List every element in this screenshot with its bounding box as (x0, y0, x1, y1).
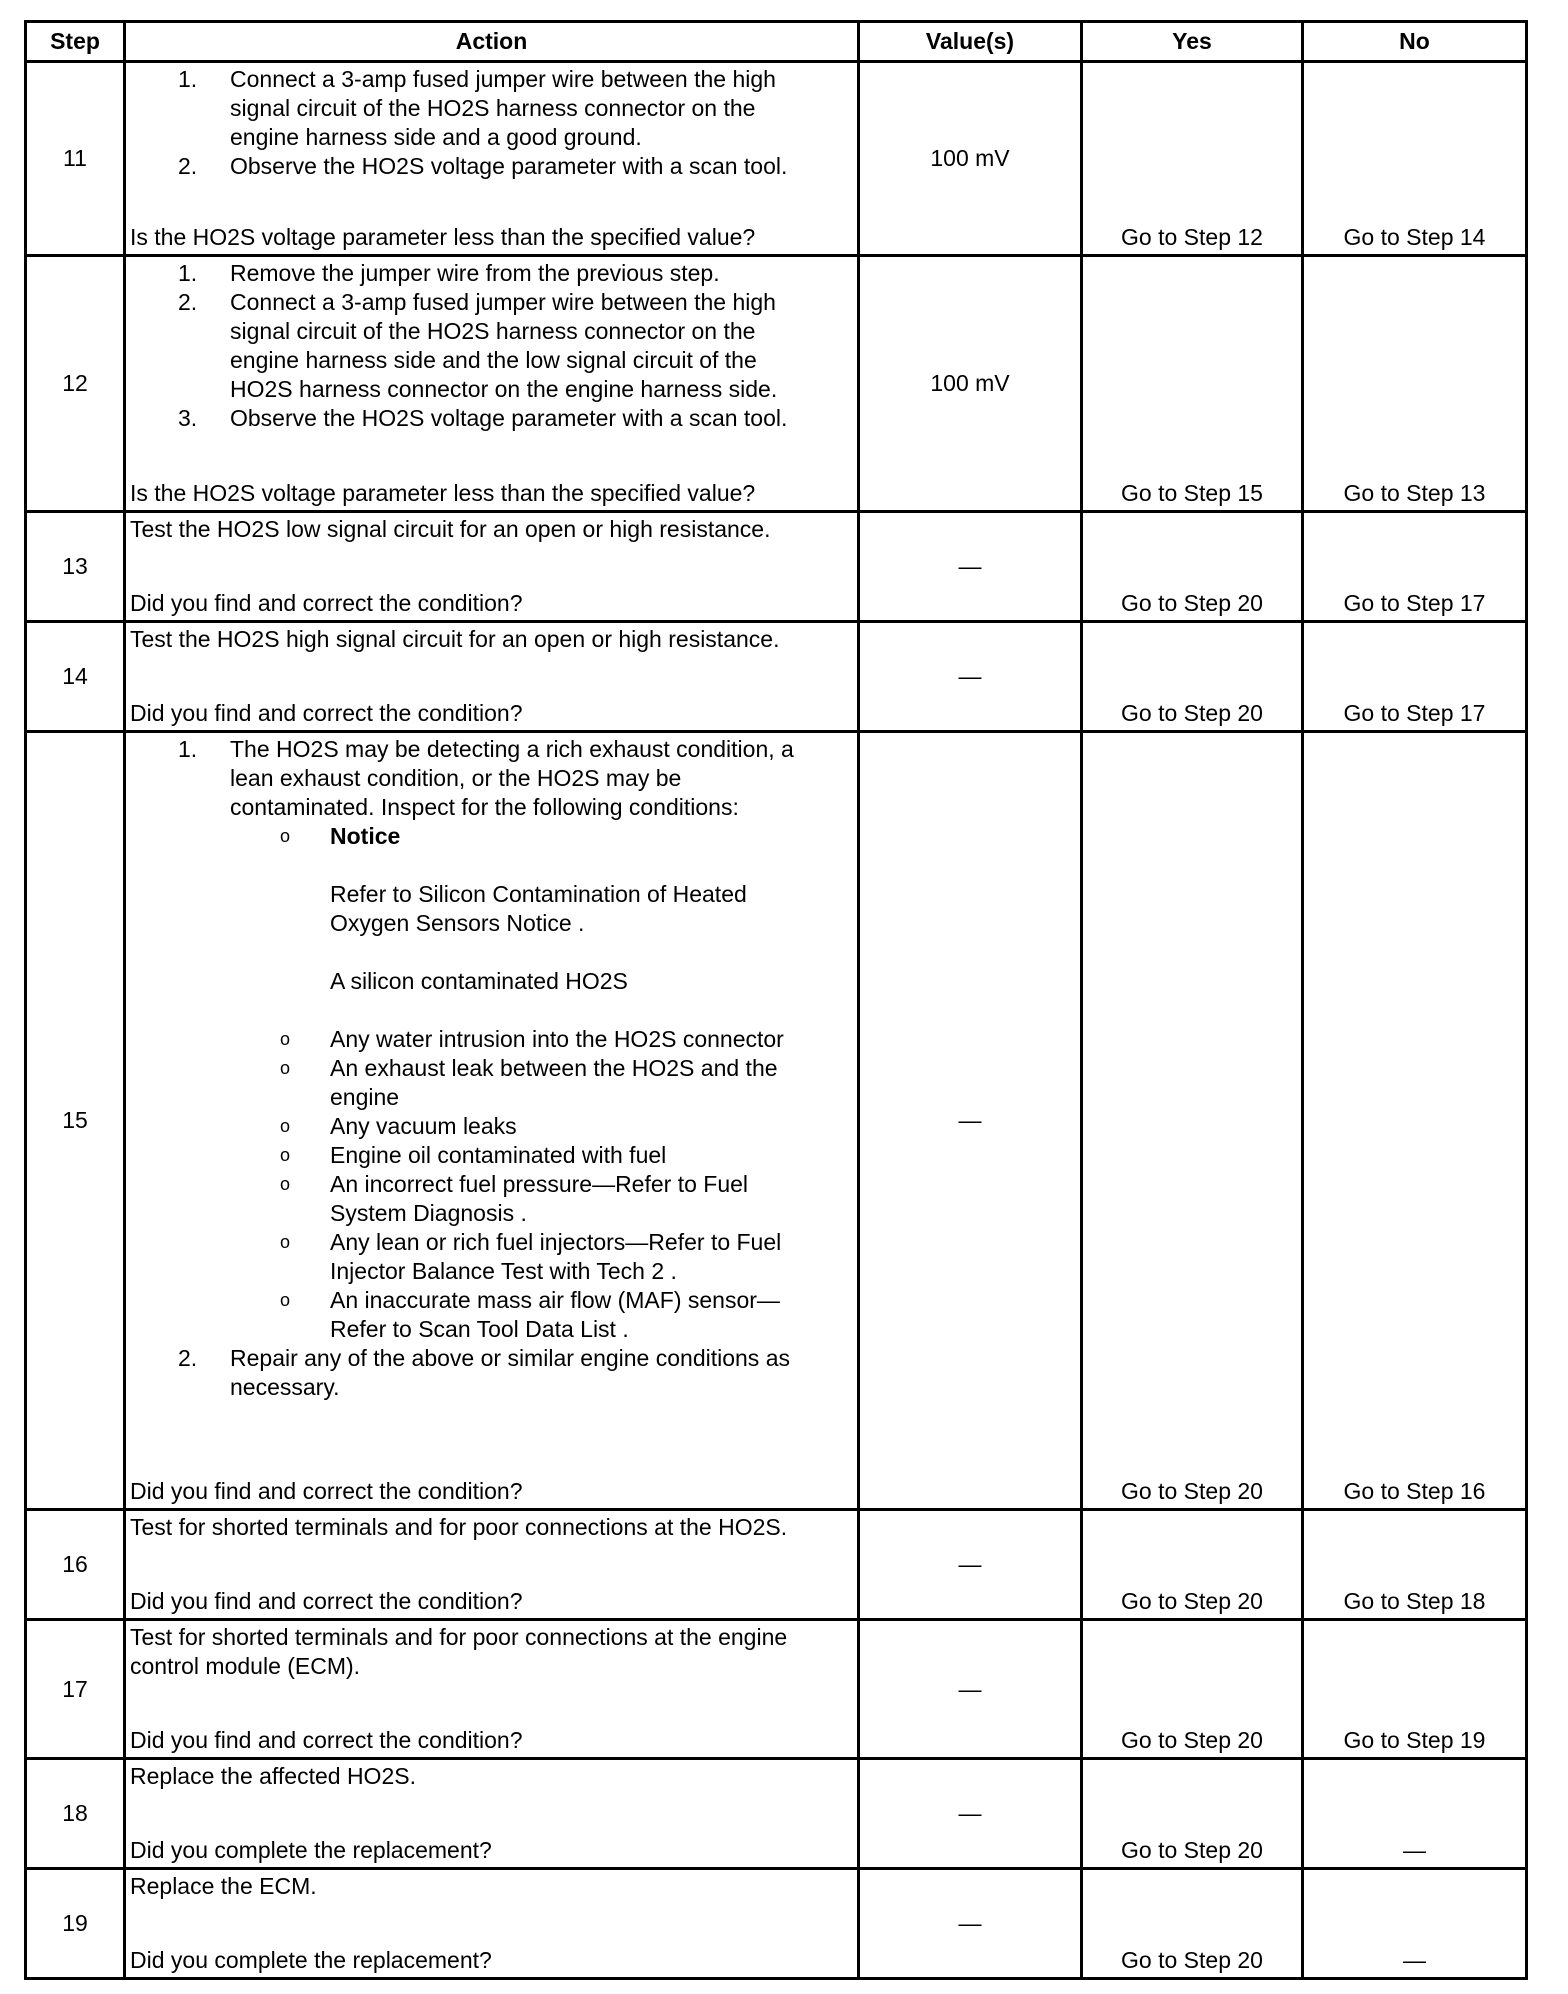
notice-item: A silicon contaminated HO2S (330, 968, 628, 994)
item-number: 2. (178, 1345, 198, 1371)
item-number: 1. (178, 260, 198, 286)
notice-text-line: Oxygen Sensors Notice . (330, 910, 585, 936)
yes-cell: Go to Step 20 (1082, 1510, 1303, 1620)
bullet-text-line: An incorrect fuel pressure—Refer to Fuel (330, 1171, 749, 1197)
table-row (26, 512, 1527, 622)
notice-text-line: Refer to Silicon Contamination of Heated (330, 881, 747, 907)
header-yes: Yes (1082, 22, 1303, 62)
action-question: Did you complete the replacement? (130, 1947, 492, 1973)
action-text-line: Replace the affected HO2S. (130, 1763, 416, 1789)
bullet-marker: o (280, 1232, 291, 1252)
action-cell (125, 1510, 859, 1620)
action-cell (125, 1759, 859, 1869)
yes-cell: Go to Step 20 (1082, 1759, 1303, 1869)
table-row (26, 1620, 1527, 1759)
action-instructions (130, 1762, 851, 1791)
action-content (126, 513, 857, 620)
step-number: 16 (26, 1510, 125, 1620)
bullet-text-line: An inaccurate mass air flow (MAF) sensor— (330, 1287, 780, 1313)
header-row (26, 22, 1527, 62)
yes-cell: Go to Step 20 (1082, 732, 1303, 1510)
action-question: Did you find and correct the condition? (130, 1588, 523, 1614)
action-step (130, 735, 851, 822)
no-cell: Go to Step 13 (1303, 256, 1527, 512)
bullet-item (130, 1170, 851, 1228)
action-instructions (130, 259, 851, 433)
action-question: Did you find and correct the condition? (130, 590, 523, 616)
action-cell (125, 1869, 859, 1979)
bullet-text-line: Any water intrusion into the HO2S connector (330, 1026, 784, 1052)
item-text-line: Observe the HO2S voltage parameter with a scan tool. (230, 405, 788, 431)
item-text-line: Connect a 3-amp fused jumper wire between the high (230, 66, 776, 92)
action-content (126, 733, 857, 1508)
item-text-line: engine harness side and the low signal circuit of the (230, 347, 757, 373)
value-cell: — (859, 622, 1082, 732)
action-text-line: Test for shorted terminals and for poor connections at the engine (130, 1624, 788, 1650)
action-text-line: control module (ECM). (130, 1653, 361, 1679)
action-step (130, 259, 851, 288)
bullet-item (130, 1141, 851, 1170)
item-text-line: HO2S harness connector on the engine harness side. (230, 376, 778, 402)
item-text-line: contaminated. Inspect for the following conditions: (230, 794, 739, 820)
action-instructions (130, 625, 851, 654)
notice-title: Notice (330, 823, 401, 849)
bullet-text-line: An exhaust leak between the HO2S and the (330, 1055, 778, 1081)
value-cell: — (859, 1869, 1082, 1979)
item-text-line: The HO2S may be detecting a rich exhaust condition, a (230, 736, 794, 762)
action-step (130, 152, 851, 181)
no-cell: — (1303, 1869, 1527, 1979)
action-cell (125, 1620, 859, 1759)
item-text-line: lean exhaust condition, or the HO2S may be (230, 765, 682, 791)
no-cell: — (1303, 1759, 1527, 1869)
action-instructions (130, 735, 851, 1402)
bullet-marker: o (280, 1029, 291, 1049)
step-number: 13 (26, 512, 125, 622)
item-text-line: Observe the HO2S voltage parameter with a scan tool. (230, 153, 788, 179)
step-number: 19 (26, 1869, 125, 1979)
action-content (126, 63, 857, 254)
action-instructions (130, 515, 851, 544)
table-row (26, 622, 1527, 732)
item-text-line: engine harness side and a good ground. (230, 124, 642, 150)
item-text-line: Connect a 3-amp fused jumper wire between the high (230, 289, 776, 315)
action-text-line: Test for shorted terminals and for poor connections at the HO2S. (130, 1514, 788, 1540)
bullet-text-line: System Diagnosis . (330, 1200, 527, 1226)
table-row (26, 1510, 1527, 1620)
item-number: 1. (178, 736, 198, 762)
bullet-text-line: Injector Balance Test with Tech 2 . (330, 1258, 677, 1284)
bullet-item (130, 1025, 851, 1054)
bullet-text-line: Any vacuum leaks (330, 1113, 517, 1139)
action-content (126, 1511, 857, 1618)
bullet-item (130, 1228, 851, 1286)
bullet-marker: o (280, 1116, 291, 1136)
action-cell (125, 622, 859, 732)
bullet-marker: o (280, 1174, 291, 1194)
value-cell: 100 mV (859, 256, 1082, 512)
yes-cell: Go to Step 15 (1082, 256, 1303, 512)
action-step (130, 65, 851, 152)
diagnostic-table (24, 20, 1528, 1980)
item-number: 2. (178, 153, 198, 179)
table-row (26, 1759, 1527, 1869)
item-number: 3. (178, 405, 198, 431)
header-step: Step (26, 22, 125, 62)
bullet-item (130, 1112, 851, 1141)
value-cell: — (859, 512, 1082, 622)
action-instructions (130, 1872, 851, 1901)
action-content (126, 1621, 857, 1757)
yes-cell: Go to Step 20 (1082, 512, 1303, 622)
action-cell (125, 62, 859, 256)
table-row (26, 62, 1527, 256)
yes-cell: Go to Step 20 (1082, 1620, 1303, 1759)
item-text-line: signal circuit of the HO2S harness connector on the (230, 318, 756, 344)
yes-cell: Go to Step 20 (1082, 622, 1303, 732)
header-action: Action (125, 22, 859, 62)
item-text-line: necessary. (230, 1374, 340, 1400)
value-cell: — (859, 1510, 1082, 1620)
step-number: 15 (26, 732, 125, 1510)
action-cell (125, 256, 859, 512)
bullet-text-line: Engine oil contaminated with fuel (330, 1142, 667, 1168)
no-cell: Go to Step 16 (1303, 732, 1527, 1510)
bullet-text-line: engine (330, 1084, 400, 1110)
action-instructions (130, 1513, 851, 1542)
action-content (126, 257, 857, 510)
yes-cell: Go to Step 20 (1082, 1869, 1303, 1979)
no-cell: Go to Step 14 (1303, 62, 1527, 256)
item-number: 2. (178, 289, 198, 315)
header-no: No (1303, 22, 1527, 62)
item-text-line: signal circuit of the HO2S harness connector on the (230, 95, 756, 121)
bullet-marker: o (280, 826, 291, 846)
yes-cell: Go to Step 12 (1082, 62, 1303, 256)
value-cell: — (859, 1759, 1082, 1869)
bullet-text-line: Refer to Scan Tool Data List . (330, 1316, 629, 1342)
action-question: Did you find and correct the condition? (130, 1727, 523, 1753)
value-cell: 100 mV (859, 62, 1082, 256)
action-step (130, 288, 851, 404)
action-question: Did you complete the replacement? (130, 1837, 492, 1863)
no-cell: Go to Step 17 (1303, 512, 1527, 622)
action-content (126, 1760, 857, 1867)
action-text-line: Test the HO2S high signal circuit for an open or high resistance. (130, 626, 780, 652)
table-row (26, 732, 1527, 1510)
action-cell (125, 732, 859, 1510)
action-question: Did you find and correct the condition? (130, 700, 523, 726)
bullet-item (130, 1286, 851, 1344)
action-step (130, 1344, 851, 1402)
step-number: 17 (26, 1620, 125, 1759)
action-question: Is the HO2S voltage parameter less than the specified value? (130, 480, 756, 506)
step-number: 18 (26, 1759, 125, 1869)
bullet-marker: o (280, 1145, 291, 1165)
value-cell: — (859, 732, 1082, 1510)
action-text-line: Test the HO2S low signal circuit for an open or high resistance. (130, 516, 771, 542)
header-values: Value(s) (859, 22, 1082, 62)
notice-block (130, 822, 851, 1025)
action-instructions (130, 1623, 851, 1681)
action-text-line: Replace the ECM. (130, 1873, 317, 1899)
action-question: Is the HO2S voltage parameter less than the specified value? (130, 224, 756, 250)
bullet-item (130, 1054, 851, 1112)
step-number: 14 (26, 622, 125, 732)
bullet-marker: o (280, 1058, 291, 1078)
value-cell: — (859, 1620, 1082, 1759)
no-cell: Go to Step 19 (1303, 1620, 1527, 1759)
no-cell: Go to Step 18 (1303, 1510, 1527, 1620)
action-content (126, 623, 857, 730)
bullet-text-line: Any lean or rich fuel injectors—Refer to Fuel (330, 1229, 782, 1255)
action-question: Did you find and correct the condition? (130, 1478, 523, 1504)
action-content (126, 1870, 857, 1977)
table-row (26, 1869, 1527, 1979)
step-number: 12 (26, 256, 125, 512)
bullet-marker: o (280, 1290, 291, 1310)
step-number: 11 (26, 62, 125, 256)
no-cell: Go to Step 17 (1303, 622, 1527, 732)
item-text-line: Repair any of the above or similar engine conditions as (230, 1345, 790, 1371)
item-number: 1. (178, 66, 198, 92)
action-cell (125, 512, 859, 622)
item-text-line: Remove the jumper wire from the previous step. (230, 260, 720, 286)
action-instructions (130, 65, 851, 181)
action-step (130, 404, 851, 433)
table-row (26, 256, 1527, 512)
